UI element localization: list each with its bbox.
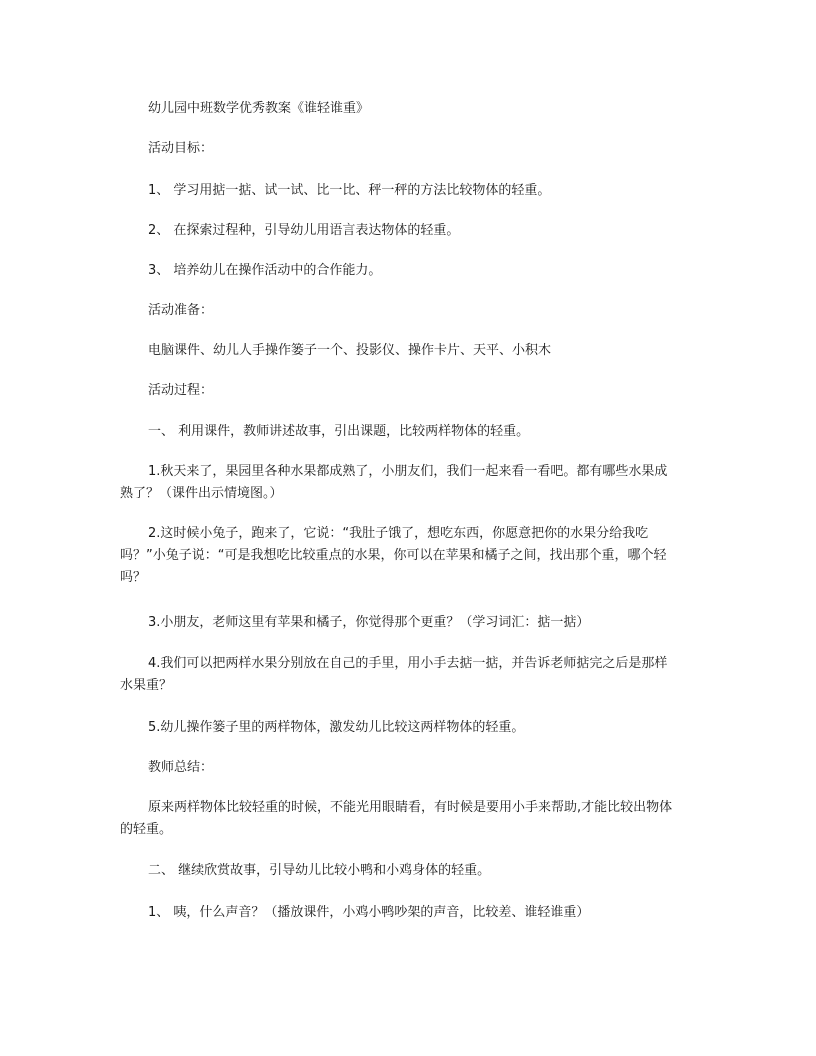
step-paragraph: 4.我们可以把两样水果分别放在自己的手里，用小手去掂一掂，并告诉老师掂完之后是那样水果重？ bbox=[120, 656, 668, 693]
process-heading: 活动过程： bbox=[148, 383, 214, 398]
part1-heading: 一、 利用课件，教师讲述故事，引出课题，比较两样物体的轻重。 bbox=[148, 424, 530, 439]
step-paragraph: 5.幼儿操作篓子里的两样物体，激发幼儿比较这两样物体的轻重。 bbox=[148, 720, 525, 735]
step-paragraph: 1.秋天来了，果园里各种水果都成熟了，小朋友们，我们一起来看一看吧。都有哪些水果成熟了？（课件出示情境图。） bbox=[120, 464, 668, 501]
goals-heading: 活动目标： bbox=[148, 141, 214, 156]
goal-item: 1、 学习用掂一掂、试一试、比一比、秤一秤的方法比较物体的轻重。 bbox=[148, 183, 551, 198]
summary-text: 原来两样物体比较轻重的时候，不能光用眼睛看，有时候是要用小手来帮助,才能比较出物体的轻重。 bbox=[120, 800, 673, 837]
part2-heading: 二、 继续欣赏故事，引导幼儿比较小鸭和小鸡身体的轻重。 bbox=[148, 863, 491, 878]
goal-item: 2、 在探索过程种，引导幼儿用语言表达物体的轻重。 bbox=[148, 223, 460, 238]
prep-text: 电脑课件、幼儿人手操作篓子一个、投影仪、操作卡片、天平、小积木 bbox=[148, 343, 552, 358]
part2-step: 1、 咦，什么声音？（播放课件，小鸡小鸭吵架的声音，比较差、谁轻谁重） bbox=[148, 905, 590, 920]
prep-heading: 活动准备： bbox=[148, 303, 214, 318]
step-paragraph: 2.这时候小兔子，跑来了，它说：“我肚子饿了，想吃东西，你愿意把你的水果分给我吃吗？”小兔子说：“可是我想吃比较重点的水果，你可以在苹果和橘子之间，找出那个重，哪个轻吗？ bbox=[120, 526, 667, 585]
step-paragraph: 3.小朋友，老师这里有苹果和橘子，你觉得那个更重？（学习词汇：掂一掂） bbox=[148, 615, 590, 630]
document-title: 幼儿园中班数学优秀教案《谁轻谁重》 bbox=[148, 101, 370, 116]
goal-item: 3、 培养幼儿在操作活动中的合作能力。 bbox=[148, 263, 382, 278]
summary-heading: 教师总结： bbox=[148, 760, 214, 775]
